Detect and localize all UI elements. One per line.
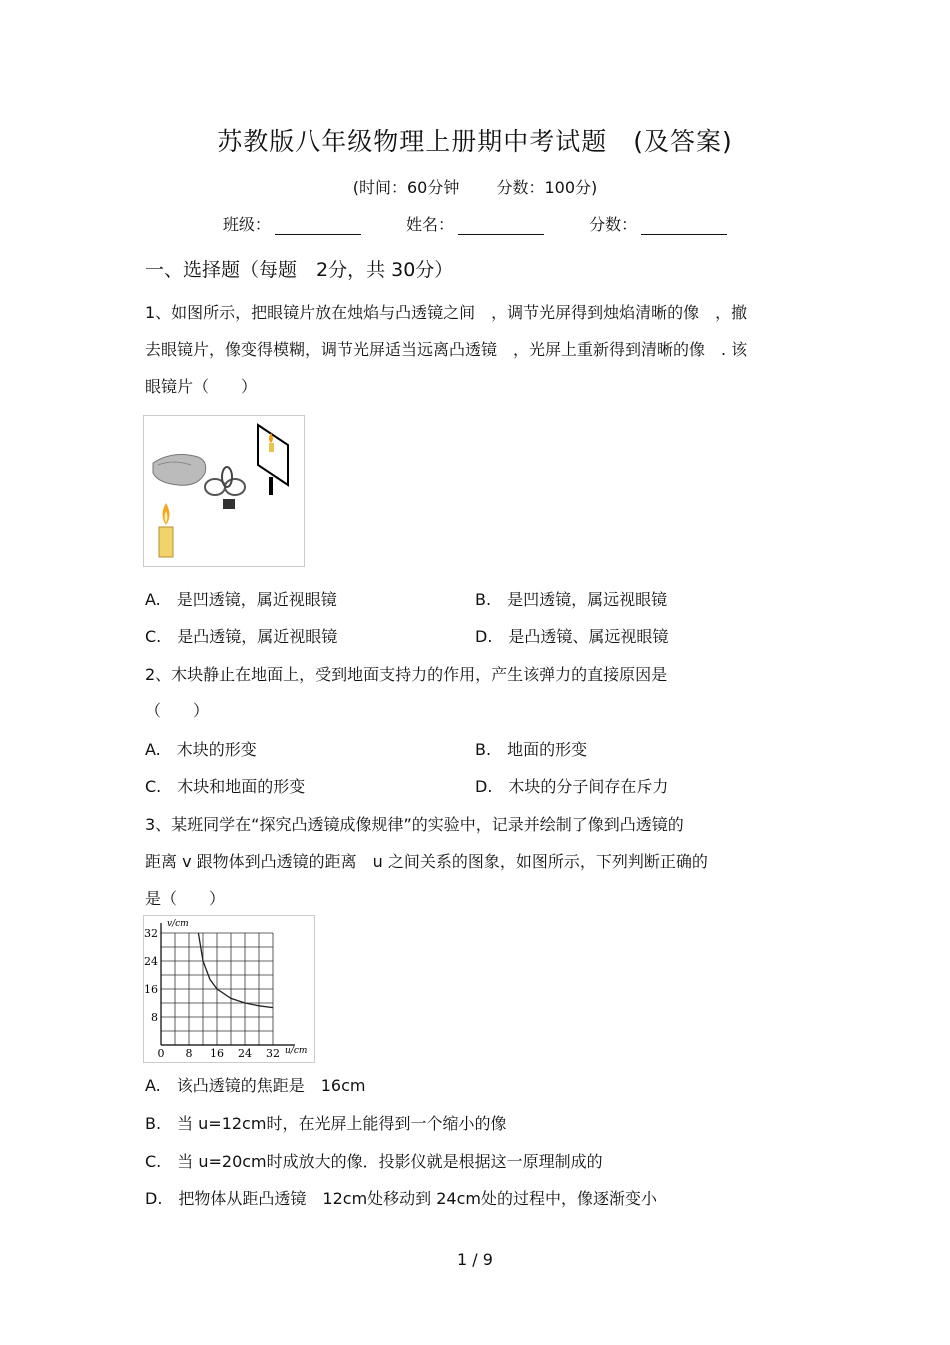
page-title: 苏教版八年级物理上册期中考试题 (及答案) bbox=[217, 127, 733, 156]
x-tick-label: 24 bbox=[238, 1047, 252, 1060]
field-name bbox=[406, 212, 544, 235]
field-name-label: 姓名： bbox=[405, 215, 454, 234]
chart-xlabel: u/cm bbox=[285, 1046, 308, 1056]
q2-option-d[interactable]: D. 木块的分子间存在斥力 bbox=[475, 777, 669, 796]
q1-line-1: 1、如图所示，把眼镜片放在烛焰与凸透镜之间 ，调节光屏得到烛焰清晰的像 ，撤 bbox=[145, 303, 748, 322]
x-tick-label: 0 bbox=[157, 1047, 165, 1060]
y-tick-label: 16 bbox=[144, 983, 158, 996]
q2-option-c[interactable]: C. 木块和地面的形变 bbox=[145, 777, 306, 796]
v-u-chart bbox=[143, 915, 315, 1063]
exam-score: 分数：100分) bbox=[496, 178, 598, 197]
q1-option-b[interactable]: B. 是凹透镜，属远视眼镜 bbox=[475, 590, 668, 609]
y-tick-label: 24 bbox=[144, 955, 158, 968]
q3-option-b[interactable]: B. 当 u=12cm时，在光屏上能得到一个缩小的像 bbox=[145, 1114, 507, 1133]
q1-option-a[interactable]: A. 是凹透镜，属近视眼镜 bbox=[145, 590, 337, 609]
section-heading: 一、选择题（每题 2分，共 30分） bbox=[145, 259, 454, 281]
q3-option-a[interactable]: A. 该凸透镜的焦距是 16cm bbox=[145, 1076, 366, 1095]
field-score-blank[interactable] bbox=[641, 216, 727, 235]
q3-line-1: 3、某班同学在“探究凸透镜成像规律”的实验中，记录并绘制了像到凸透镜的 bbox=[145, 815, 684, 834]
q1-line-2: 去眼镜片，像变得模糊，调节光屏适当远离凸透镜 ，光屏上重新得到清晰的像 . 该 bbox=[145, 340, 748, 359]
y-tick-label: 8 bbox=[151, 1011, 158, 1024]
y-tick-label: 32 bbox=[144, 927, 158, 940]
lens-experiment-figure bbox=[143, 415, 305, 567]
q3-option-d[interactable]: D. 把物体从距凸透镜 12cm处移动到 24cm处的过程中，像逐渐变小 bbox=[145, 1189, 657, 1208]
x-tick-label: 32 bbox=[266, 1047, 280, 1060]
field-class-label: 班级： bbox=[222, 215, 271, 234]
q2-option-b[interactable]: B. 地面的形变 bbox=[475, 740, 588, 759]
x-tick-label: 16 bbox=[210, 1047, 224, 1060]
q1-line-3: 眼镜片（ ） bbox=[145, 377, 258, 396]
field-name-blank[interactable] bbox=[458, 216, 544, 235]
chart-ylabel: v/cm bbox=[167, 919, 189, 929]
student-fields bbox=[0, 212, 950, 235]
q3-line-3: 是（ ） bbox=[145, 889, 226, 908]
q3-line-2: 距离 v 跟物体到凸透镜的距离 u 之间关系的图象，如图所示，下列判断正确的 bbox=[145, 852, 708, 871]
q2-line-1: 2、木块静止在地面上，受到地面支持力的作用，产生该弹力的直接原因是 bbox=[145, 665, 668, 684]
q1-option-c[interactable]: C. 是凸透镜，属近视眼镜 bbox=[145, 627, 338, 646]
page-number: 1 / 9 bbox=[457, 1250, 493, 1269]
q1-option-d[interactable]: D. 是凸透镜、属远视眼镜 bbox=[475, 627, 669, 646]
field-score bbox=[589, 212, 727, 235]
field-score-label: 分数： bbox=[589, 215, 638, 234]
q2-option-a[interactable]: A. 木块的形变 bbox=[145, 740, 257, 759]
q3-option-c[interactable]: C. 当 u=20cm时成放大的像．投影仪就是根据这一原理制成的 bbox=[145, 1152, 603, 1171]
field-class bbox=[223, 212, 361, 235]
x-tick-label: 8 bbox=[185, 1047, 193, 1060]
q2-line-2: （ ） bbox=[145, 701, 210, 720]
exam-time: (时间：60分钟 bbox=[352, 178, 460, 197]
field-class-blank[interactable] bbox=[275, 216, 361, 235]
exam-meta bbox=[0, 175, 950, 198]
